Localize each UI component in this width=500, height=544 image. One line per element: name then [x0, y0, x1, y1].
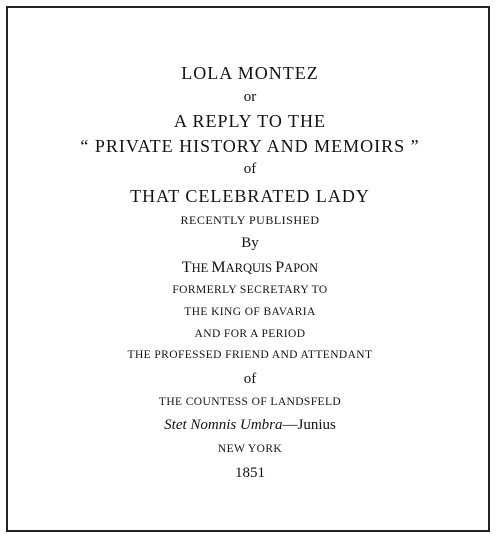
- author-m-cap: M: [211, 259, 226, 276]
- title-line-7: RECENTLY PUBLISHED: [180, 213, 320, 227]
- title-line-12: AND FOR A PERIOD: [194, 328, 306, 340]
- title-line-15: THE COUNTESS OF LANDSFELD: [158, 396, 342, 408]
- title-line-3: A REPLY TO THE: [173, 111, 327, 131]
- motto-attribution: —Junius: [282, 417, 336, 433]
- title-line-or: or: [243, 89, 257, 105]
- title-line-13: THE PROFESSED FRIEND AND ATTENDANT: [127, 349, 373, 361]
- author-p-rest: APON: [284, 261, 319, 275]
- title-line-of-1: of: [243, 161, 257, 177]
- title-line-10: FORMERLY SECRETARY TO: [172, 284, 328, 296]
- author-m-rest: ARQUIS: [225, 261, 276, 275]
- publication-place: NEW YORK: [217, 443, 283, 455]
- title-line-4: “ PRIVATE HISTORY AND MEMOIRS ”: [80, 136, 420, 156]
- title-line-11: THE KING OF BAVARIA: [184, 306, 316, 318]
- title-line-1: LOLA MONTEZ: [181, 63, 319, 83]
- author-name: [0, 260, 500, 276]
- title-line-by: By: [241, 235, 259, 251]
- motto: [0, 418, 500, 433]
- author-p-cap: P: [275, 259, 285, 276]
- author-t-rest: HE: [191, 261, 212, 275]
- publication-year: 1851: [235, 465, 265, 481]
- title-line-of-2: of: [243, 371, 257, 387]
- author-t-cap: T: [181, 259, 192, 276]
- motto-italic: Stet Nomnis Umbra: [164, 417, 283, 433]
- title-line-6: THAT CELEBRATED LADY: [130, 186, 370, 206]
